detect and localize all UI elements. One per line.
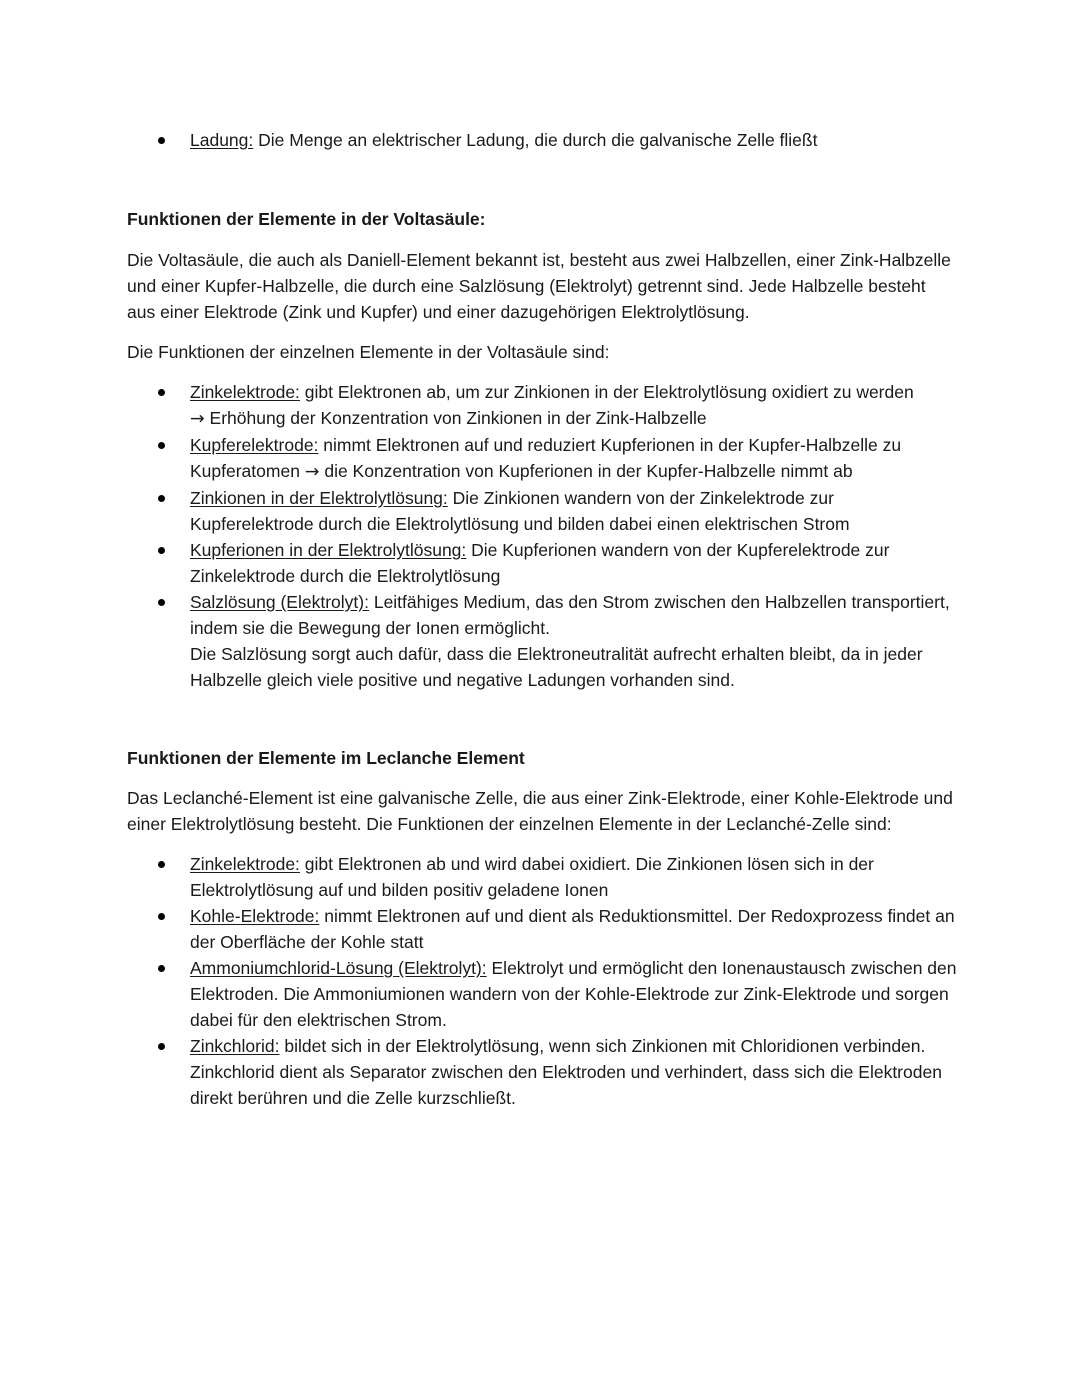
list-item [127, 955, 957, 1033]
bullet-text: Die Menge an elektrischer Ladung, die durch die galvanische Zelle fließt [253, 130, 818, 150]
bullet-term: Salzlösung (Elektrolyt): [190, 592, 369, 612]
bullet-text-continued: Die Salzlösung sorgt auch dafür, dass die Elektroneutralität aufrecht erhalten bleibt, da in jeder Halbzelle gleich viele positive und negative Ladungen vorhanden sind. [190, 644, 923, 690]
volta-lead-paragraph: Die Funktionen der einzelnen Elemente in der Voltasäule sind: [127, 342, 610, 362]
bullet-text-continued: Erhöhung der Konzentration von Zinkionen in der Zink-Halbzelle [204, 408, 707, 428]
bullet-term: Kupferionen in der Elektrolytlösung: [190, 540, 467, 560]
arrow-icon: → [190, 409, 205, 429]
bullet-text: gibt Elektronen ab und wird dabei oxidiert. Die Zinkionen lösen sich in der Elektrolytlösung auf und bilden positiv geladene Ionen [190, 854, 874, 900]
bullet-text: Die Zinkionen wandern von der Zinkelektrode zur Kupferelektrode durch die Elektrolytlösung und bilden dabei einen elektrischen Strom [190, 488, 850, 534]
bullet-term: Zinkionen in der Elektrolytlösung: [190, 488, 448, 508]
list-item [127, 589, 957, 693]
bullet-term: Zinkelektrode: [190, 854, 300, 874]
list-item [127, 1033, 957, 1111]
document-page [127, 127, 957, 1111]
leclanche-bullet-list [127, 851, 957, 1111]
bullet-text: Elektrolyt und ermöglicht den Ionenaustausch zwischen den Elektroden. Die Ammoniumionen wandern von der Kohle-Elektrode zur Zink-Elektrode und sorgen dabei für den elektrischen Strom. [190, 958, 957, 1030]
list-item [127, 485, 957, 537]
list-item [127, 127, 957, 153]
bullet-text: nimmt Elektronen auf und dient als Reduktionsmittel. Der Redoxprozess findet an der Oberfläche der Kohle statt [190, 906, 955, 952]
list-item [127, 432, 957, 485]
bullet-term: Kohle-Elektrode: [190, 906, 320, 926]
top-bullet-list [127, 127, 957, 153]
volta-intro-paragraph: Die Voltasäule, die auch als Daniell-Element bekannt ist, besteht aus zwei Halbzellen, einer Zink-Halbzelle und einer Kupfer-Halbzelle, die durch eine Salzlösung (Elektrolyt) getrennt sind. Jede Halbzelle besteht aus einer Elektrode (Zink und Kupfer) und einer dazugehörigen Elektrolytlösung. [127, 250, 951, 322]
section-heading-voltasaeule: Funktionen der Elemente in der Voltasäule: [127, 209, 486, 229]
bullet-term: Ammoniumchlorid-Lösung (Elektrolyt): [190, 958, 487, 978]
bullet-term: Kupferelektrode: [190, 435, 319, 455]
arrow-icon: → [304, 462, 320, 482]
leclanche-intro-paragraph: Das Leclanché-Element ist eine galvanische Zelle, die aus einer Zink-Elektrode, einer Kohle-Elektrode und einer Elektrolytlösung besteht. Die Funktionen der einzelnen Elemente in der Leclanché-Zelle sind: [127, 788, 953, 834]
bullet-text: gibt Elektronen ab, um zur Zinkionen in der Elektrolytlösung oxidiert zu werden [299, 382, 914, 402]
bullet-text: bildet sich in der Elektrolytlösung, wenn sich Zinkionen mit Chloridionen verbinden. Zinkchlorid dient als Separator zwischen den Elektroden und verhindert, dass sich die Elektroden direkt berühren und die Zelle kurzschließt. [190, 1036, 942, 1108]
list-item [127, 379, 957, 432]
bullet-term: Zinkelektrode: [190, 382, 300, 402]
list-item [127, 537, 957, 589]
bullet-term: Ladung: [190, 130, 254, 150]
list-item [127, 851, 957, 903]
volta-bullet-list [127, 379, 957, 693]
bullet-text: Leitfähiges Medium, das den Strom zwischen den Halbzellen transportiert, indem sie die Bewegung der Ionen ermöglicht. [190, 592, 950, 638]
bullet-text: Die Kupferionen wandern von der Kupferelektrode zur Zinkelektrode durch die Elektrolytlösung [190, 540, 890, 586]
bullet-term: Zinkchlorid: [190, 1036, 280, 1056]
section-heading-leclanche: Funktionen der Elemente im Leclanche Element [127, 748, 525, 768]
list-item [127, 903, 957, 955]
bullet-text-continued: die Konzentration von Kupferionen in der Kupfer-Halbzelle nimmt ab [319, 461, 853, 481]
bullet-text: nimmt Elektronen auf und reduziert Kupferionen in der Kupfer-Halbzelle zu Kupferatomen [190, 435, 902, 481]
